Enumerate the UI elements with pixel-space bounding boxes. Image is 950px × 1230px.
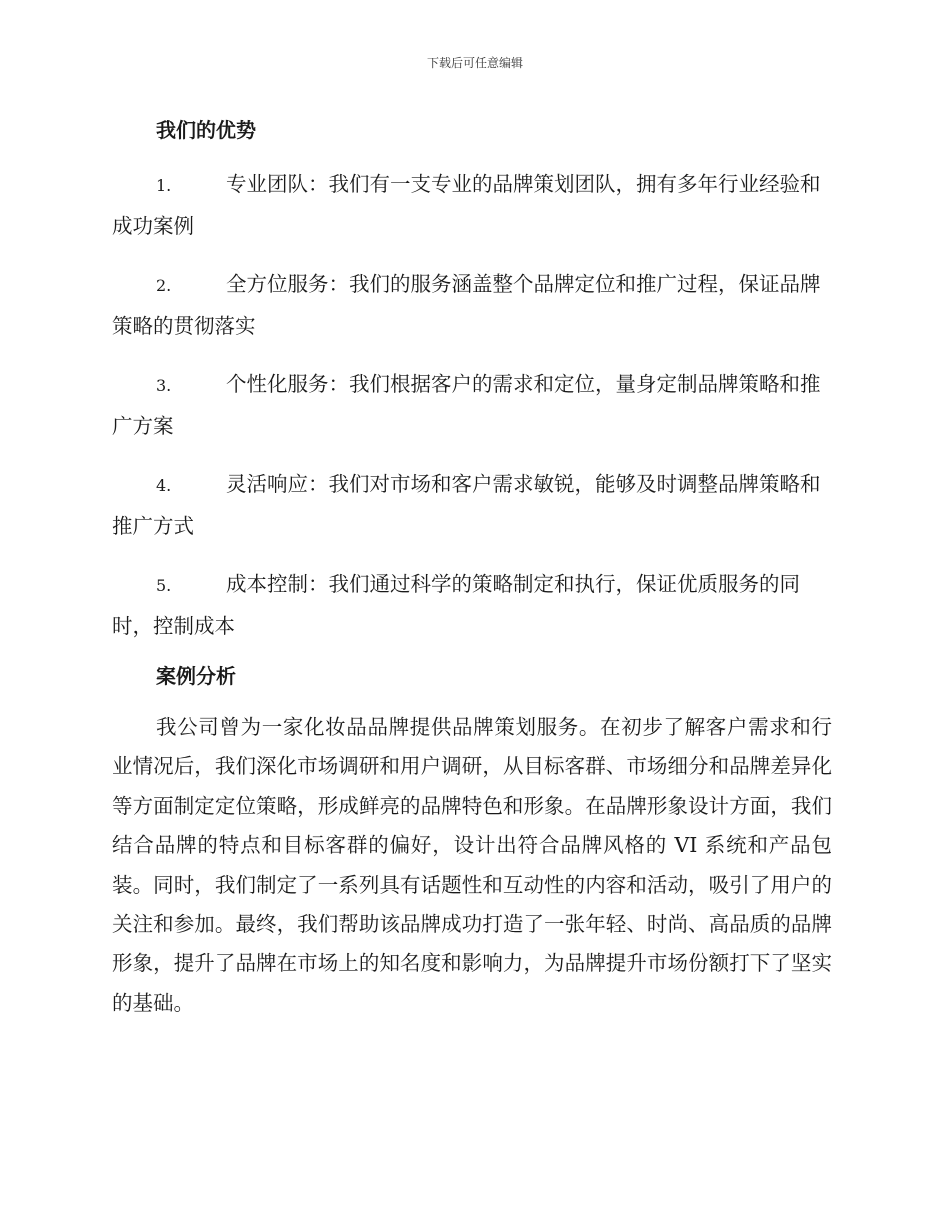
list-item — [112, 564, 832, 647]
list-item — [112, 264, 832, 347]
list-number: 2. — [156, 276, 172, 295]
advantages-heading: 我们的优势 — [156, 118, 256, 142]
document-body — [112, 110, 832, 1023]
case-study-heading: 案例分析 — [156, 664, 236, 688]
list-number: 3. — [156, 376, 172, 395]
list-text: 成本控制：我们通过科学的策略制定和执行，保证优质服务的同时，控制成本 — [112, 572, 800, 638]
list-number: 4. — [156, 476, 172, 495]
list-number: 1. — [156, 176, 172, 195]
case-study-paragraph: 我公司曾为一家化妆品品牌提供品牌策划服务。在初步了解客户需求和行业情况后，我们深化市场调研和用户调研，从目标客群、市场细分和品牌差异化等方面制定定位策略，形成鲜亮的品牌特色和形象。在品牌形象设计方面，我们结合品牌的特点和目标客群的偏好，设计出符合品牌风格的 VI 系统和产品包装。同时，我们制定了一系列具有话题性和互动性的内容和活动，吸引了用户的关注和参加。最终，我们帮助该品牌成功打造了一张年轻、时尚、高品质的品牌形象，提升了品牌在市场上的知名度和影响力，为品牌提升市场份额打下了坚实的基础。 — [112, 715, 832, 1015]
list-text: 全方位服务：我们的服务涵盖整个品牌定位和推广过程，保证品牌策略的贯彻落实 — [112, 272, 821, 338]
list-item — [112, 364, 832, 447]
page-header: 下载后可任意编辑 — [426, 56, 523, 70]
advantages-list — [112, 164, 832, 647]
list-text: 个性化服务：我们根据客户的需求和定位，量身定制品牌策略和推广方案 — [112, 372, 821, 438]
list-item — [112, 164, 832, 247]
list-text: 专业团队：我们有一支专业的品牌策划团队，拥有多年行业经验和成功案例 — [112, 172, 821, 238]
list-item — [112, 464, 832, 547]
list-number: 5. — [156, 576, 172, 595]
list-text: 灵活响应：我们对市场和客户需求敏锐，能够及时调整品牌策略和推广方式 — [112, 472, 821, 538]
